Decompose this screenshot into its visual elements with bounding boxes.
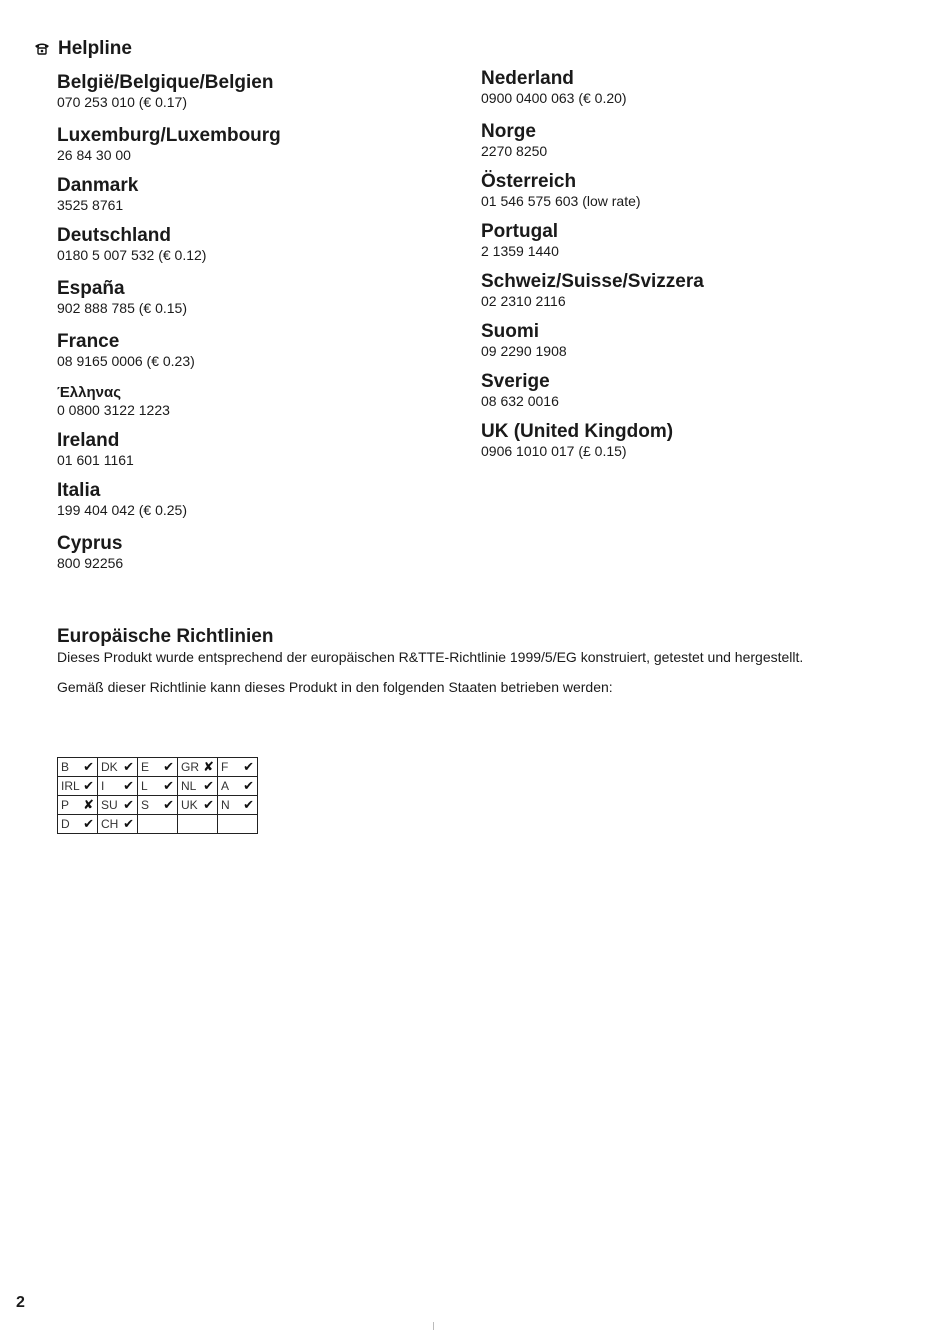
country-name: Cyprus xyxy=(57,533,123,554)
helpline-entry xyxy=(57,225,206,264)
country-name: Sverige xyxy=(481,371,550,392)
phone-number: 2 1359 1440 xyxy=(481,243,559,259)
table-cell xyxy=(218,777,258,796)
country-code: F xyxy=(221,760,229,774)
country-name: Norge xyxy=(481,121,536,142)
phone-number: 0906 1010 017 (£ 0.15) xyxy=(481,443,627,459)
check-icon: ✔ xyxy=(163,778,174,793)
helpline-entry xyxy=(481,271,704,310)
check-icon: ✔ xyxy=(203,797,214,812)
phone-number: 26 84 30 00 xyxy=(57,147,131,163)
table-cell xyxy=(218,796,258,815)
phone-number: 0 0800 3122 1223 xyxy=(57,402,170,418)
country-name: Österreich xyxy=(481,171,577,192)
helpline-entry xyxy=(481,321,567,360)
table-cell xyxy=(178,796,218,815)
helpline-entry xyxy=(481,371,559,410)
phone-number: 800 92256 xyxy=(57,555,124,571)
table-cell xyxy=(58,796,98,815)
table-cell xyxy=(98,758,138,777)
table-cell xyxy=(218,758,258,777)
helpline-entry xyxy=(481,221,559,260)
check-icon: ✔ xyxy=(243,797,254,812)
phone-number: 0900 0400 063 (€ 0.20) xyxy=(481,90,627,106)
helpline-entry xyxy=(57,278,187,317)
phone-number: 070 253 010 (€ 0.17) xyxy=(57,94,187,110)
helpline-title: Helpline xyxy=(58,38,132,59)
country-code: L xyxy=(141,779,148,793)
helpline-entry xyxy=(57,384,170,419)
helpline-entry xyxy=(481,121,547,160)
check-icon: ✔ xyxy=(83,778,94,793)
helpline-entry xyxy=(481,171,641,210)
country-name: España xyxy=(57,278,125,299)
country-code: I xyxy=(101,779,105,793)
country-code: E xyxy=(141,760,150,774)
phone-number: 3525 8761 xyxy=(57,197,124,213)
phone-number: 09 2290 1908 xyxy=(481,343,567,359)
country-name: Danmark xyxy=(57,175,139,196)
country-code: P xyxy=(61,798,70,812)
check-icon: ✔ xyxy=(163,797,174,812)
table-cell xyxy=(98,815,138,834)
table-cell xyxy=(58,815,98,834)
helpline-entry xyxy=(481,68,627,107)
helpline-entry xyxy=(57,480,187,519)
check-icon: ✔ xyxy=(83,816,94,831)
country-name: Έλληνας xyxy=(57,384,122,401)
phone-number: 08 632 0016 xyxy=(481,393,559,409)
country-code: B xyxy=(61,760,70,774)
check-icon: ✔ xyxy=(243,759,254,774)
table-cell xyxy=(138,758,178,777)
phone-number: 199 404 042 (€ 0.25) xyxy=(57,502,187,518)
helpline-entry xyxy=(481,421,673,460)
table-cell xyxy=(138,796,178,815)
table-cell xyxy=(138,815,178,834)
phone-number: 902 888 785 (€ 0.15) xyxy=(57,300,187,316)
country-name: Deutschland xyxy=(57,225,172,246)
country-name: Ireland xyxy=(57,430,120,451)
check-icon: ✔ xyxy=(243,778,254,793)
table-cell xyxy=(58,758,98,777)
table-row xyxy=(58,815,258,834)
table-row xyxy=(58,796,258,815)
country-name: Schweiz/Suisse/Svizzera xyxy=(481,271,704,292)
phone-number: 0180 5 007 532 (€ 0.12) xyxy=(57,247,207,263)
country-name: France xyxy=(57,331,120,352)
table-cell xyxy=(178,815,218,834)
table-cell xyxy=(218,815,258,834)
check-icon: ✔ xyxy=(83,759,94,774)
check-icon: ✔ xyxy=(203,778,214,793)
check-icon: ✔ xyxy=(163,759,174,774)
country-name: Portugal xyxy=(481,221,559,242)
helpline-entry xyxy=(57,430,134,469)
table-row xyxy=(58,777,258,796)
helpline-entry xyxy=(57,533,123,572)
country-name: Italia xyxy=(57,480,101,501)
table-row xyxy=(58,758,258,777)
eu-directive-paragraph: Dieses Produkt wurde entsprechend der europäischen R&TTE-Richtlinie 1999/5/EG konstruiert, getestet und hergestellt. xyxy=(57,649,804,665)
phone-number: 01 546 575 603 (low rate) xyxy=(481,193,641,209)
phone-number: 2270 8250 xyxy=(481,143,548,159)
country-name: UK (United Kingdom) xyxy=(481,421,674,442)
country-name: België/Belgique/Belgien xyxy=(57,72,274,93)
phone-number: 01 601 1161 xyxy=(57,452,134,468)
page-number: 2 xyxy=(16,1294,25,1311)
check-icon: ✔ xyxy=(123,797,134,812)
table-cell xyxy=(58,777,98,796)
helpline-entry xyxy=(57,125,281,164)
table-cell xyxy=(98,796,138,815)
table-cell xyxy=(98,777,138,796)
country-code: N xyxy=(221,798,230,812)
phone-icon xyxy=(34,42,50,56)
table-cell xyxy=(178,777,218,796)
eu-directive-title: Europäische Richtlinien xyxy=(57,626,274,647)
country-code: NL xyxy=(181,779,197,793)
eu-directive-section xyxy=(57,626,917,695)
cross-icon: ✘ xyxy=(203,759,214,774)
country-code: UK xyxy=(181,798,198,812)
country-code: SU xyxy=(101,798,118,812)
phone-number: 08 9165 0006 (€ 0.23) xyxy=(57,353,195,369)
country-code: A xyxy=(221,779,230,793)
table-cell xyxy=(178,758,218,777)
country-code: IRL xyxy=(61,779,80,793)
check-icon: ✔ xyxy=(123,778,134,793)
country-code: GR xyxy=(181,760,199,774)
country-name: Suomi xyxy=(481,321,540,342)
check-icon: ✔ xyxy=(123,759,134,774)
country-name: Luxemburg/Luxembourg xyxy=(57,125,281,146)
divider xyxy=(433,1322,434,1330)
helpline-entry xyxy=(57,175,138,214)
country-code: CH xyxy=(101,817,119,831)
check-icon: ✔ xyxy=(123,816,134,831)
helpline-entry xyxy=(57,331,195,370)
country-code: D xyxy=(61,817,70,831)
country-code: S xyxy=(141,798,150,812)
cross-icon: ✘ xyxy=(83,797,94,812)
helpline-header xyxy=(34,38,132,60)
country-compatibility-table xyxy=(57,757,258,834)
phone-number: 02 2310 2116 xyxy=(481,293,566,309)
table-cell xyxy=(138,777,178,796)
country-code: DK xyxy=(101,760,118,774)
eu-directive-paragraph: Gemäß dieser Richtlinie kann dieses Produkt in den folgenden Staaten betrieben werden: xyxy=(57,679,613,695)
country-name: Nederland xyxy=(481,68,574,89)
helpline-entry xyxy=(57,72,273,111)
